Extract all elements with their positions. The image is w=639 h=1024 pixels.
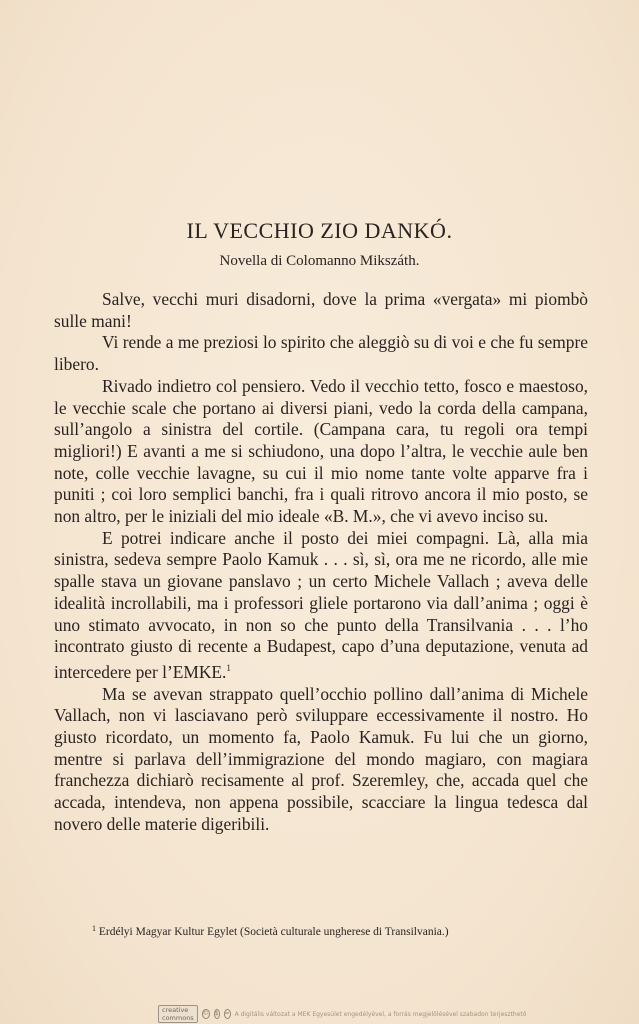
article-body (54, 289, 588, 836)
by-icon: © (202, 1010, 209, 1017)
footnote-mark: 1 (92, 924, 96, 933)
footnote-text: Erdélyi Magyar Kultur Egylet (Società culturale ungherese di Transilvania.) (98, 926, 449, 938)
license-notice: A digitális változat a MEK Egyesület engedélyével, a forrás megjelölésével szabadon terjeszthető (234, 1010, 527, 1018)
paragraph: Ma se avevan strappato quell’occhio pollino dall’anima di Michele Vallach, non vi lasciavano però sviluppare eccessivamente il nostro. Ho giusto ricordato, un momento fa, Paolo Kamuk. Fu lui che un giorno, mentre si parlava dell’immigrazione del mondo magiaro, con magiara franchezza dichiarò recisamente al prof. Szeremley, che, accada quel che accada, intendeva, non appena possibile, scacciare la lingua tedesca dal novero delle materie digeribili. (54, 683, 588, 834)
footnote-reference[interactable]: 1 (226, 662, 231, 673)
article-subtitle: Novella di Colomanno Mikszáth. (219, 253, 420, 269)
paragraph: Rivado indietro col pensiero. Vedo il vecchio tetto, fosco e maestoso, le vecchie scale che portano ai diversi piani, vedo la corda della campana, sull’angolo a sinistra del cortile. (Campana cara, tu regoli ora tempi migliori!) E avanti a me si schiudono, una dopo l’altra, le vecchie aule ben note, colle vecchie lavagne, su cui il mio nome tante volte apparve fra i puniti ; coi loro semplici banchi, fra i quali ritrovo ancora il mio posto, se non altro, per le iniziali del mio ideale «B. M.», che vi avevo inciso su. (54, 375, 588, 527)
nc-icon: $ (214, 1010, 219, 1017)
article-title: IL VECCHIO ZIO DANKÓ. (186, 218, 453, 243)
paragraph: E potrei indicare anche il posto dei miei compagni. Là, alla mia sinistra, sedeva sempre Paolo Kamuk . . . sì, sì, ora me ne ricordo, alle mie spalle stava un giovane panslavo ; un certo Michele Vallach ; aveva delle idealità incrollabili, ma i professori gliele portarono via dall’anima ; oggi è uno stimato avvocato, in non so che punto della Transilvania . . . l’ho incontrato giusto di recente a Budapest, capo d’una deputazione, venuta ad intercedere per l’EMKE.$^1$ (54, 527, 588, 682)
license-footer (158, 1006, 527, 1022)
nd-icon: = (224, 1010, 230, 1017)
creative-commons-badge[interactable]: creative commons (158, 1005, 198, 1023)
paragraph: Salve, vecchi muri disadorni, dove la prima «vergata» mi piombò sulle mani! (54, 289, 588, 331)
paragraph: Vi rende a me preziosi lo spirito che aleggiò su di voi e che fu sempre libero. (54, 332, 588, 375)
footnote (92, 924, 592, 938)
